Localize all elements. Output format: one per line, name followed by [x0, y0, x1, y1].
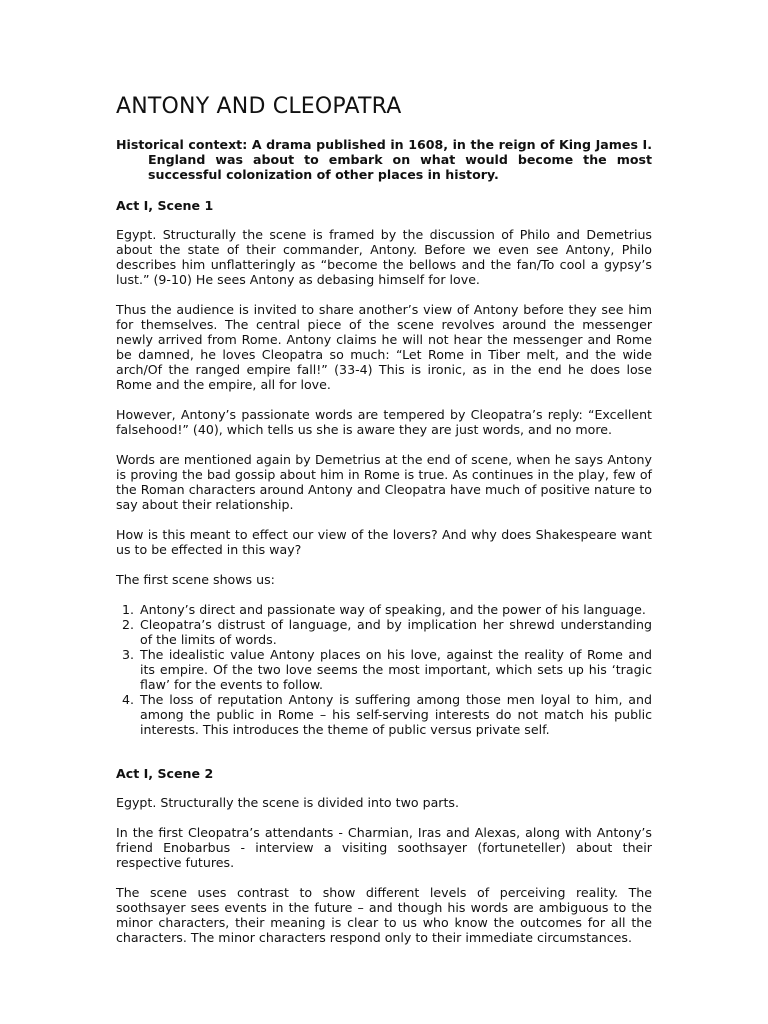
historical-context: Historical context: A drama published in 1608, in the reign of King James I. England was about to embark on what would become the most successful colonization of other places in history. [116, 137, 652, 182]
section-spacer [116, 752, 652, 766]
scene1-heading: Act I, Scene 1 [116, 198, 214, 213]
list-item: 4. The loss of reputation Antony is suffering among those men loyal to him, and among the public in Rome – his self-serving interests do not match his public interests. This introduces the theme of public versus private self. [138, 692, 652, 737]
scene1-list [116, 602, 652, 737]
scene1-paragraph-3: However, Antony’s passionate words are tempered by Cleopatra’s reply: “Excellent falsehood!” (40), which tells us she is aware they are just words, and no more. [116, 407, 652, 437]
scene1-paragraph-1: Egypt. Structurally the scene is framed by the discussion of Philo and Demetrius about the state of their commander, Antony. Before we even see Antony, Philo describes him unflatteringly as “become the bellows and the fan/To cool a gypsy’s lust.” (9-10) He sees Antony as debasing himself for love. [116, 227, 652, 287]
scene2-paragraph-1: Egypt. Structurally the scene is divided into two parts. [116, 795, 459, 810]
scene2-paragraph-3: The scene uses contrast to show different levels of perceiving reality. The soothsayer sees events in the future – and though his words are ambiguous to the minor characters, their meaning is clear to us who know the outcomes for all the characters. The minor characters respond only to their immediate circumstances. [116, 885, 652, 945]
scene1-paragraph-5: How is this meant to effect our view of the lovers? And why does Shakespeare want us to be effected in this way? [116, 527, 652, 557]
scene2-paragraph-2: In the first Cleopatra’s attendants - Charmian, Iras and Alexas, along with Antony’s friend Enobarbus - interview a visiting soothsayer (fortuneteller) about their respective futures. [116, 825, 652, 870]
scene1-paragraph-6: The first scene shows us: [116, 572, 275, 587]
scene1-paragraph-2: Thus the audience is invited to share another’s view of Antony before they see him for themselves. The central piece of the scene revolves around the messenger newly arrived from Rome. Antony claims he will not hear the messenger and Rome be damned, he loves Cleopatra so much: “Let Rome in Tiber melt, and the wide arch/Of the ranged empire fall!” (33-4) This is ironic, as in the end he does lose Rome and the empire, all for love. [116, 302, 652, 392]
document-title: ANTONY AND CLEOPATRA [116, 94, 402, 119]
list-item: 3. The idealistic value Antony places on his love, against the reality of Rome and its empire. Of the two love seems the most important, which sets up his ‘tragic flaw’ for the events to follow. [138, 647, 652, 692]
list-item: 1. Antony’s direct and passionate way of speaking, and the power of his language. [138, 602, 652, 617]
scene2-heading: Act I, Scene 2 [116, 766, 214, 781]
scene1-paragraph-4: Words are mentioned again by Demetrius at the end of scene, when he says Antony is proving the bad gossip about him in Rome is true. As continues in the play, few of the Roman characters around Antony and Cleopatra have much of positive nature to say about their relationship. [116, 452, 652, 512]
list-item: 2. Cleopatra’s distrust of language, and by implication her shrewd understanding of the limits of words. [138, 617, 652, 647]
